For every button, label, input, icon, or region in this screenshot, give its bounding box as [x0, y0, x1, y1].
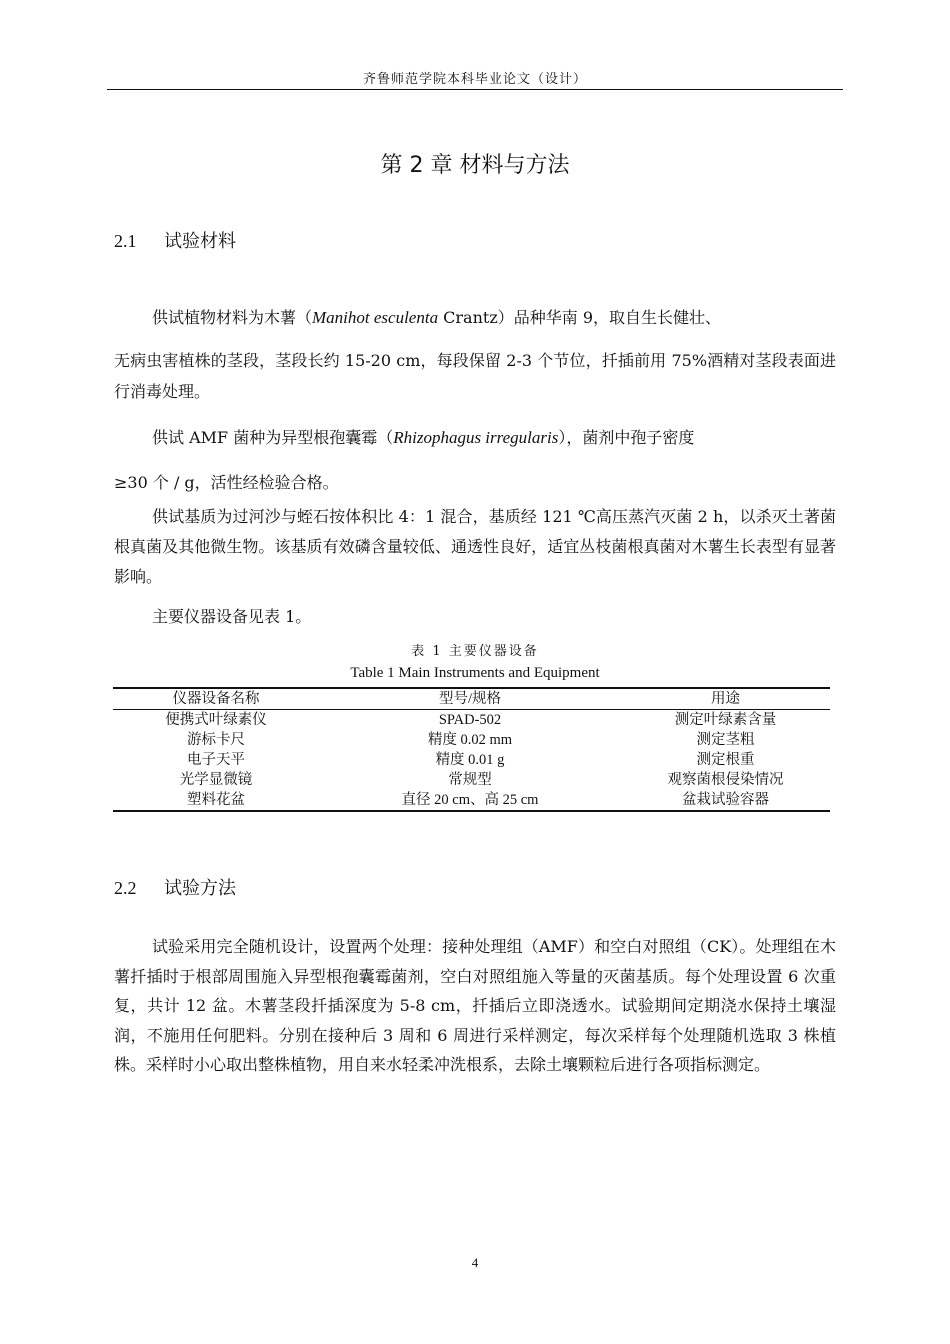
table-cell: 常规型	[448, 772, 492, 788]
table-cell: 测定茎粗	[696, 732, 755, 748]
section-title: 试验方法	[164, 878, 236, 899]
table-row	[113, 770, 830, 790]
paragraph-equipment-ref: 主要仪器设备见表 1。	[152, 607, 312, 626]
header-rule	[107, 89, 843, 90]
table-cell: SPAD-502	[438, 712, 502, 728]
table-cell: 观察菌根侵染情况	[667, 772, 784, 788]
chapter-title: 第 2 章 材料与方法	[380, 153, 570, 178]
text-run: 供试 AMF 菌种为异型根孢囊霉（	[152, 428, 394, 447]
section-title: 试验材料	[164, 231, 236, 252]
paragraph-methods: 试验采用完全随机设计，设置两个处理：接种处理组（AMF）和空白对照组（CK）。处理组在木薯扦插时于根部周围施入异型根孢囊霉菌剂，空白对照组施入等量的灭菌基质。每个处理设置 6 次重复，共计 12 盆。木薯茎段扦插深度为 5-8 cm，扦插后立即浇透水。试验期间定期浇水保持土壤湿润，不施用任何肥料。分别在接种后 3 周和 6 周进行采样测定，每次采样每个处理随机选取 3 株植株。采样时小心取出整株植物，用自来水轻柔冲洗根系，去除土壤颗粒后进行各项指标测定。	[114, 937, 836, 1074]
text-run: Crantz）品种华南 9，取自生长健壮、	[438, 308, 722, 327]
text-run: 供试植物材料为木薯（	[152, 308, 313, 327]
table-row	[113, 790, 830, 811]
paragraph-amf-strain	[114, 424, 836, 452]
table-cell: 游标卡尺	[187, 732, 245, 748]
column-header: 型号/规格	[319, 688, 621, 710]
table-row	[113, 730, 830, 750]
table-row	[113, 750, 830, 770]
species-name: Manihot esculenta	[312, 308, 439, 327]
table-row	[113, 710, 830, 731]
table-header-row	[113, 688, 830, 710]
paragraph-amf-strain-cont: ≥30 个 / g，活性经检验合格。	[114, 473, 339, 492]
table-caption-en: Table 1 Main Instruments and Equipment	[350, 665, 600, 681]
running-header: 齐鲁师范学院本科毕业论文（设计）	[362, 72, 587, 87]
paragraph-substrate: 供试基质为过河沙与蛭石按体积比 4：1 混合，基质经 121 ℃高压蒸汽灭菌 2 h，以杀灭土著菌根真菌及其他微生物。该基质有效磷含量较低、通透性良好，适宜丛枝菌根真菌对木薯生长表型有显著影响。	[114, 507, 836, 586]
table-cell: 直径 20 cm、高 25 cm	[401, 792, 539, 808]
table-cell: 便携式叶绿素仪	[165, 712, 267, 728]
section-heading-2-2	[114, 874, 236, 900]
paragraph-plant-material	[114, 297, 836, 339]
table-cell: 塑料花盆	[187, 792, 245, 808]
page-number: 4	[471, 1255, 479, 1270]
table-cell: 电子天平	[187, 752, 245, 768]
table-cell: 精度 0.02 mm	[427, 732, 513, 748]
table-cell: 光学显微镜	[179, 772, 253, 788]
text-run: ），菌剂中孢子密度	[558, 428, 695, 447]
section-number: 2.1	[114, 231, 137, 251]
table-cell: 测定叶绿素含量	[674, 712, 777, 728]
paragraph-plant-material-cont: 无病虫害植株的茎段，茎段长约 15-20 cm，每段保留 2-3 个节位，扦插前用 75%酒精对茎段表面进行消毒处理。	[114, 351, 836, 401]
table-cell: 精度 0.01 g	[435, 752, 505, 768]
table-caption-cn: 表 1 主要仪器设备	[411, 644, 539, 659]
table-cell: 盆栽试验容器	[682, 792, 769, 808]
equipment-table	[113, 687, 830, 812]
section-number: 2.2	[114, 878, 137, 898]
section-heading-2-1	[114, 227, 236, 253]
column-header: 用途	[621, 688, 830, 710]
column-header: 仪器设备名称	[113, 688, 319, 710]
species-name: Rhizophagus irregularis	[393, 428, 559, 447]
table-cell: 测定根重	[696, 752, 755, 768]
